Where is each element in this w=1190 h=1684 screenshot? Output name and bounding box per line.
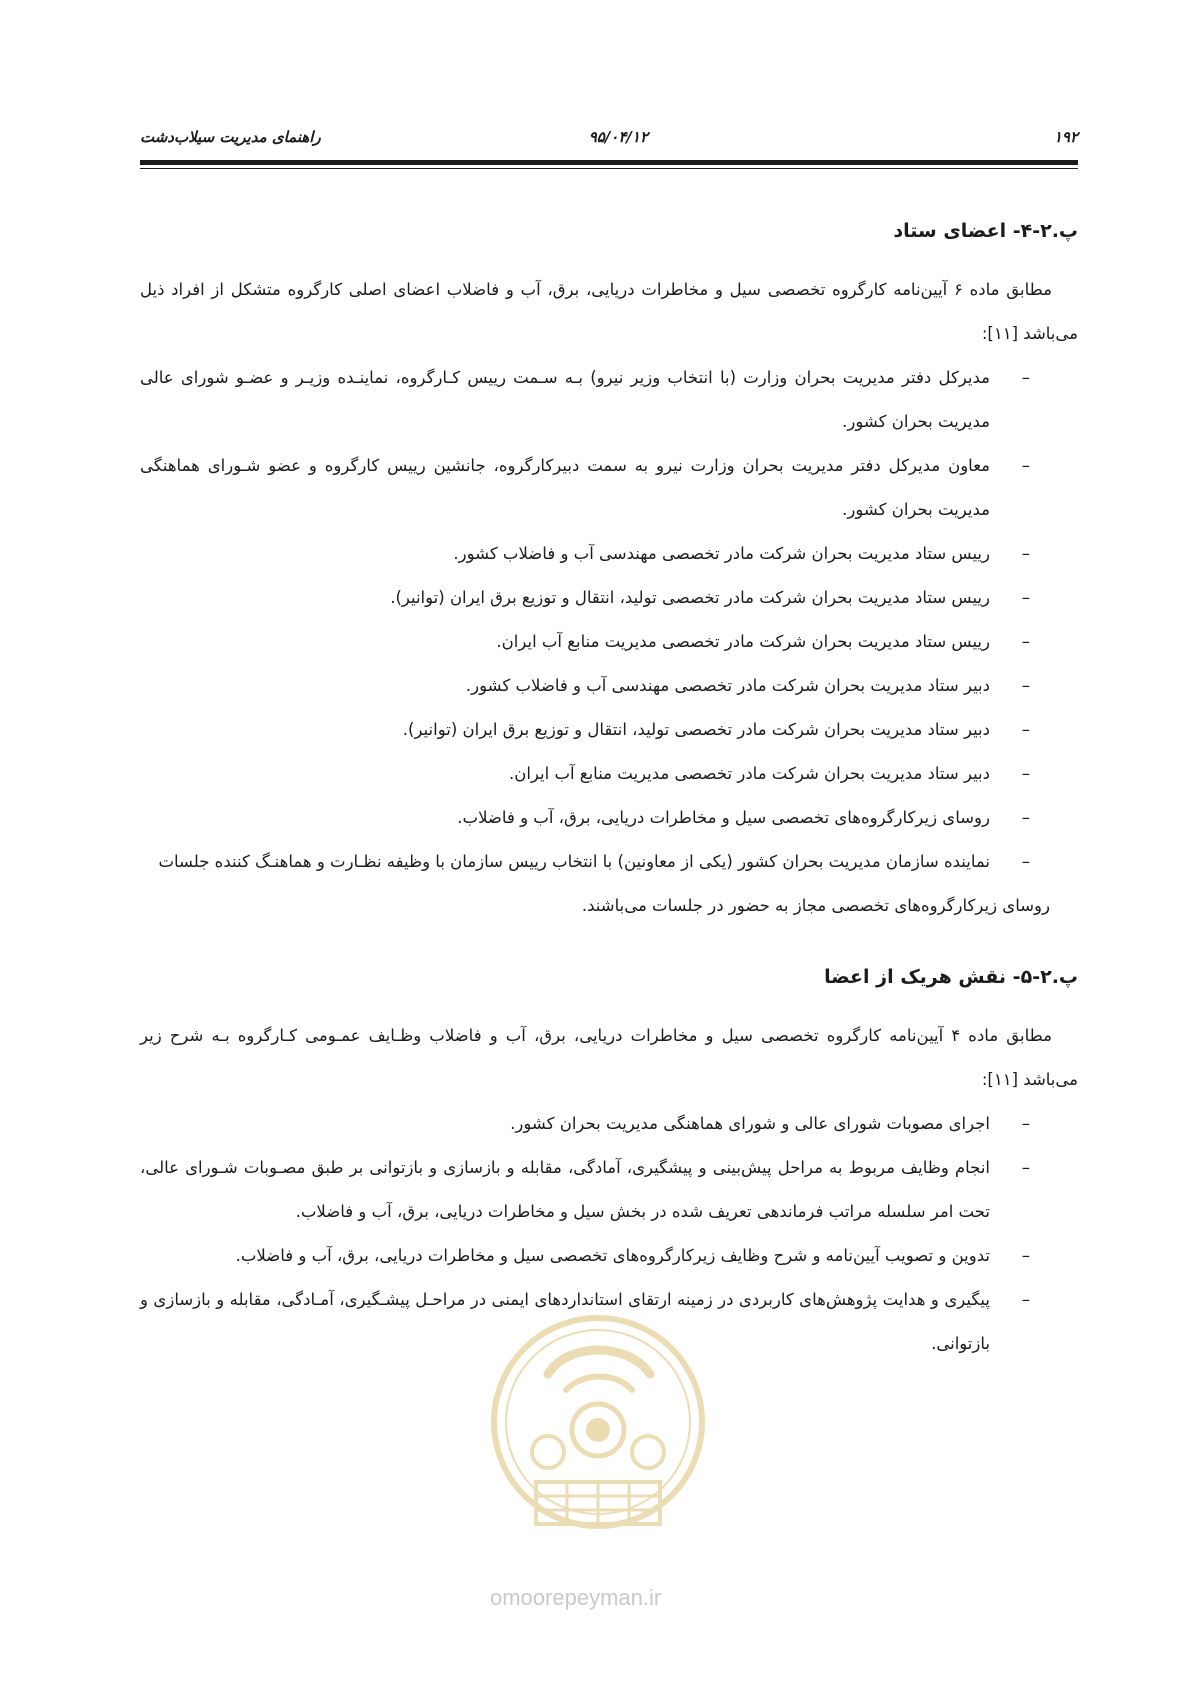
dash-bullet: – xyxy=(1021,588,1030,607)
list-item-text: رییس ستاد مدیریت بحران شرکت مادر تخصصی مدیریت منابع آب ایران. xyxy=(496,632,990,651)
list-item xyxy=(140,708,1078,752)
list-item-text: پیگیری و هدایت پژوهش‌های کاربردی در زمینه ارتقای استانداردهای ایمنی در مراحـل پیشـگیری، آمـادگی، مقابله و بازسازی و بازتوانی. xyxy=(140,1290,990,1353)
list-item xyxy=(140,1102,1078,1146)
list-item xyxy=(140,752,1078,796)
list-item xyxy=(140,796,1078,840)
section-note: روسای زیرکارگروه‌های تخصصی مجاز به حضور در جلسات می‌باشند. xyxy=(581,896,1050,915)
list-item xyxy=(140,840,1078,884)
dash-bullet: – xyxy=(1021,1246,1030,1265)
section-member-roles xyxy=(140,960,1078,1366)
list-item xyxy=(140,356,1078,444)
page-content xyxy=(140,214,1078,1366)
dash-bullet: – xyxy=(1021,544,1030,563)
dash-bullet: – xyxy=(1021,1114,1030,1133)
list-item-text: انجام وظایف مربوط به مراحل پیش‌بینی و پیشگیری، آمادگی، مقابله و بازسازی و بازتوانی بر طبق مصـوبات شـورای عالی، تحت امر سلسله مراتب فرماندهی تعریف شده در بخش سیل و مخاطرات دریایی، برق، آب و فاضلاب. xyxy=(140,1158,990,1221)
dash-bullet: – xyxy=(1021,632,1030,651)
list-item xyxy=(140,576,1078,620)
dash-bullet: – xyxy=(1021,808,1030,827)
list-item xyxy=(140,1234,1078,1278)
section-heading: پ.۲-۵- نقش هریک از اعضا xyxy=(824,966,1078,988)
list-item-text: نماینده سازمان مدیریت بحران کشور (یکی از معاونین) با انتخاب رییس سازمان با وظیفه نظـارت و هماهنـگ کننده جلسات xyxy=(158,852,990,871)
list-item xyxy=(140,620,1078,664)
list-item-text: رییس ستاد مدیریت بحران شرکت مادر تخصصی تولید، انتقال و توزیع برق ایران (توانیر). xyxy=(390,588,990,607)
dash-bullet: – xyxy=(1021,1290,1030,1309)
page-header xyxy=(140,128,1078,150)
list-item-text: رییس ستاد مدیریت بحران شرکت مادر تخصصی مهندسی آب و فاضلاب کشور. xyxy=(453,544,990,563)
list-item xyxy=(140,1146,1078,1234)
list-item xyxy=(140,664,1078,708)
dash-bullet: – xyxy=(1021,720,1030,739)
header-rule-thick xyxy=(140,160,1078,165)
dash-bullet: – xyxy=(1021,676,1030,695)
list-item-text: دبیر ستاد مدیریت بحران شرکت مادر تخصصی مدیریت منابع آب ایران. xyxy=(508,764,990,783)
dash-bullet: – xyxy=(1021,456,1030,475)
section-heading: پ.۲-۴- اعضای ستاد xyxy=(893,220,1078,242)
section-staff-members xyxy=(140,214,1078,928)
section-intro: مطابق ماده ۴ آیین‌نامه کارگروه تخصصی سیل و مخاطرات دریایی، برق، آب و فاضلاب وظـایف عمـومی کـارگروه بـه شرح زیر می‌باشد [۱۱]: xyxy=(140,1026,1078,1089)
list-item-text: تدوین و تصویب آیین‌نامه و شرح وظایف زیرکارگروه‌های تخصصی سیل و مخاطرات دریایی، برق، آب و فاضلاب. xyxy=(235,1246,990,1265)
list-item xyxy=(140,444,1078,532)
book-title: راهنمای مدیریت سیلاب‌دشت xyxy=(140,128,321,146)
list-item-text: دبیر ستاد مدیریت بحران شرکت مادر تخصصی تولید، انتقال و توزیع برق ایران (توانیر). xyxy=(402,720,990,739)
header-date: ۹۵/۰۴/۱۲ xyxy=(588,128,648,146)
list-item-text: اجرای مصوبات شورای عالی و شورای هماهنگی مدیریت بحران کشور. xyxy=(510,1114,990,1133)
header-rule-thin xyxy=(140,168,1078,169)
list-item-text: دبیر ستاد مدیریت بحران شرکت مادر تخصصی مهندسی آب و فاضلاب کشور. xyxy=(465,676,990,695)
list-item xyxy=(140,532,1078,576)
dash-bullet: – xyxy=(1021,764,1030,783)
section-spacer xyxy=(140,928,1078,960)
members-list xyxy=(140,356,1078,884)
watermark-logo xyxy=(478,1312,718,1562)
list-item-text: روسای زیرکارگروه‌های تخصصی سیل و مخاطرات دریایی، برق، آب و فاضلاب. xyxy=(457,808,990,827)
watermark-url: omoorepeyman.ir xyxy=(490,1585,662,1610)
dash-bullet: – xyxy=(1021,852,1030,871)
list-item-text: معاون مدیرکل دفتر مدیریت بحران وزارت نیرو به سمت دبیرکارگروه، جانشین رییس کارگروه و عضو شـورای هماهنگی مدیریت بحران کشور. xyxy=(140,456,990,519)
dash-bullet: – xyxy=(1021,1158,1030,1177)
page-number: ۱۹۲ xyxy=(1053,128,1078,146)
dash-bullet: – xyxy=(1021,368,1030,387)
watermark-seal-icon xyxy=(478,1312,718,1562)
list-item-text: مدیرکل دفتر مدیریت بحران وزارت (با انتخاب وزیر نیرو) بـه سـمت رییس کـارگروه، نماینـده وزیـر و عضـو شورای عالی مدیریت بحران کشور. xyxy=(140,368,990,431)
section-intro: مطابق ماده ۶ آیین‌نامه کارگروه تخصصی سیل و مخاطرات دریایی، برق، آب و فاضلاب اعضای اصلی کارگروه متشکل از افراد ذیل می‌باشد [۱۱]: xyxy=(140,280,1078,343)
